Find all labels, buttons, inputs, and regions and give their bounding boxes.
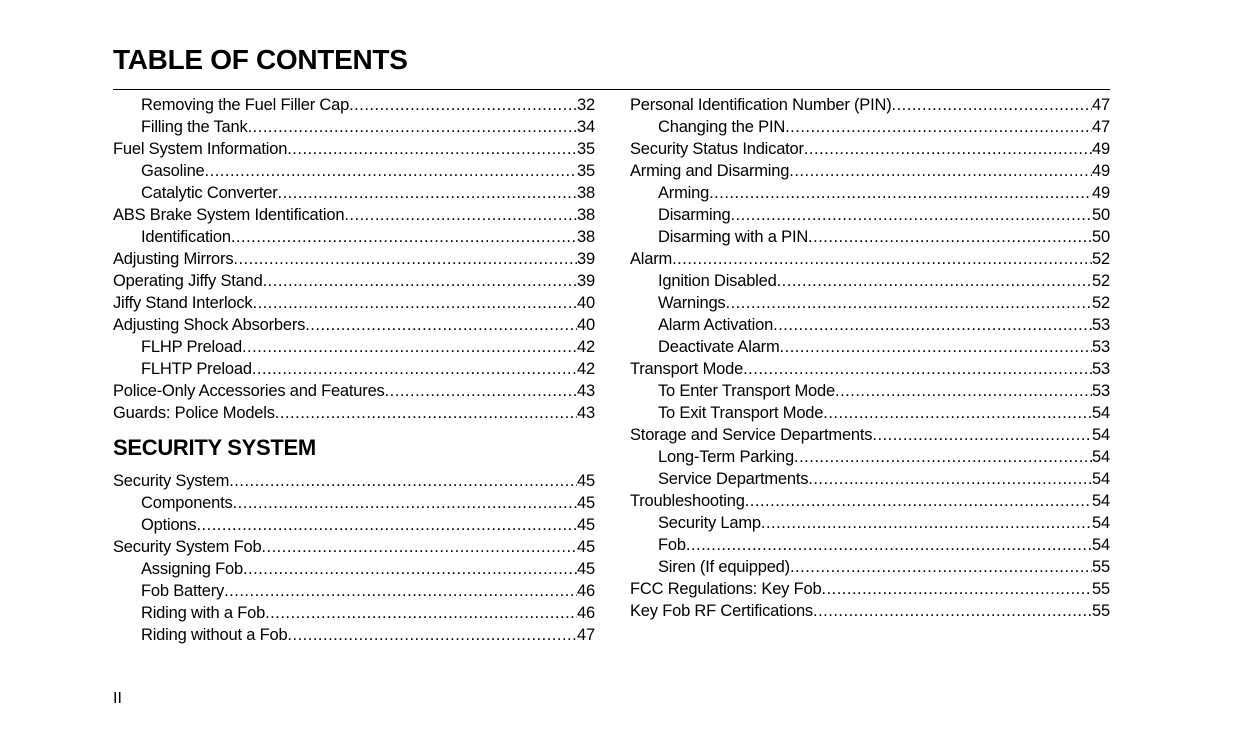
toc-entry-label: Alarm bbox=[630, 250, 673, 268]
toc-entry-page: 45 bbox=[577, 516, 595, 534]
toc-entry-page: 38 bbox=[577, 184, 595, 202]
title-divider bbox=[113, 89, 1110, 90]
toc-entry-page: 54 bbox=[1092, 448, 1110, 466]
toc-entry-label: Key Fob RF Certifications bbox=[630, 602, 813, 620]
toc-entry-label: Warnings bbox=[658, 294, 726, 312]
toc-entry-page: 42 bbox=[577, 338, 595, 356]
dot-leader bbox=[725, 292, 1092, 314]
toc-entry[interactable] bbox=[630, 534, 1110, 556]
toc-entry[interactable] bbox=[630, 512, 1110, 534]
toc-entry-page: 38 bbox=[577, 206, 595, 224]
toc-entry[interactable] bbox=[630, 468, 1110, 490]
toc-entry-page: 35 bbox=[577, 162, 595, 180]
toc-entry[interactable] bbox=[630, 600, 1110, 622]
dot-leader bbox=[261, 536, 577, 558]
toc-right-column bbox=[630, 94, 1110, 622]
toc-entry-label: Guards: Police Models bbox=[113, 404, 275, 422]
toc-entry[interactable] bbox=[113, 514, 595, 536]
toc-entry[interactable] bbox=[630, 160, 1110, 182]
toc-entry-page: 46 bbox=[577, 582, 595, 600]
dot-leader bbox=[231, 226, 577, 248]
dot-leader bbox=[224, 580, 577, 602]
toc-entry[interactable] bbox=[630, 446, 1110, 468]
page-number: II bbox=[113, 690, 122, 707]
toc-entry-page: 47 bbox=[1092, 96, 1110, 114]
toc-entry-label: Long-Term Parking bbox=[658, 448, 794, 466]
toc-entry-label: Police-Only Accessories and Features bbox=[113, 382, 385, 400]
toc-entry-page: 52 bbox=[1092, 294, 1110, 312]
toc-entry-label: FCC Regulations: Key Fob bbox=[630, 580, 822, 598]
toc-entry-page: 35 bbox=[577, 140, 595, 158]
dot-leader bbox=[229, 470, 577, 492]
dot-leader bbox=[252, 358, 577, 380]
toc-entry-label: Catalytic Converter bbox=[141, 184, 278, 202]
toc-entry-page: 46 bbox=[577, 604, 595, 622]
toc-entry-label: Riding with a Fob bbox=[141, 604, 266, 622]
toc-entry-page: 52 bbox=[1092, 250, 1110, 268]
toc-entry[interactable] bbox=[113, 580, 595, 602]
toc-entry-label: To Enter Transport Mode bbox=[658, 382, 835, 400]
toc-entry-page: 55 bbox=[1092, 558, 1110, 576]
toc-entry-label: Adjusting Shock Absorbers bbox=[113, 316, 306, 334]
dot-leader bbox=[205, 160, 578, 182]
toc-entry-label: To Exit Transport Mode bbox=[658, 404, 824, 422]
toc-entry-page: 43 bbox=[577, 404, 595, 422]
toc-entry-page: 54 bbox=[1092, 426, 1110, 444]
toc-entry-page: 43 bbox=[577, 382, 595, 400]
toc-entry[interactable] bbox=[630, 336, 1110, 358]
toc-entry-page: 54 bbox=[1092, 536, 1110, 554]
toc-entry[interactable] bbox=[630, 182, 1110, 204]
dot-leader bbox=[743, 358, 1092, 380]
section-heading: SECURITY SYSTEM bbox=[113, 435, 316, 460]
toc-entry-page: 49 bbox=[1092, 184, 1110, 202]
toc-entry-page: 45 bbox=[577, 538, 595, 556]
toc-entry-page: 53 bbox=[1092, 338, 1110, 356]
toc-entry-page: 54 bbox=[1092, 492, 1110, 510]
toc-entry-page: 40 bbox=[577, 294, 595, 312]
toc-entry[interactable] bbox=[113, 204, 595, 226]
toc-entry-page: 49 bbox=[1092, 140, 1110, 158]
dot-leader bbox=[835, 380, 1092, 402]
dot-leader bbox=[794, 446, 1092, 468]
dot-leader bbox=[686, 534, 1092, 556]
dot-leader bbox=[709, 182, 1092, 204]
toc-entry-label: Changing the PIN bbox=[658, 118, 786, 136]
toc-entry[interactable] bbox=[113, 358, 595, 380]
dot-leader bbox=[287, 138, 577, 160]
toc-entry[interactable] bbox=[113, 336, 595, 358]
dot-leader bbox=[804, 138, 1092, 160]
toc-entry-page: 52 bbox=[1092, 272, 1110, 290]
dot-leader bbox=[813, 600, 1092, 622]
toc-entry[interactable] bbox=[113, 160, 595, 182]
toc-entry-label: Removing the Fuel Filler Cap bbox=[141, 96, 350, 114]
toc-entry[interactable] bbox=[113, 492, 595, 514]
toc-entry[interactable] bbox=[113, 402, 595, 424]
toc-entry-page: 53 bbox=[1092, 382, 1110, 400]
dot-leader bbox=[780, 336, 1093, 358]
toc-entry[interactable] bbox=[630, 292, 1110, 314]
toc-entry[interactable] bbox=[113, 116, 595, 138]
toc-entry[interactable] bbox=[630, 556, 1110, 578]
toc-entry-label: Arming and Disarming bbox=[630, 162, 790, 180]
toc-entry[interactable] bbox=[630, 270, 1110, 292]
toc-entry-page: 38 bbox=[577, 228, 595, 246]
dot-leader bbox=[252, 292, 577, 314]
dot-leader bbox=[777, 270, 1092, 292]
dot-leader bbox=[233, 492, 577, 514]
dot-leader bbox=[808, 468, 1092, 490]
toc-entry[interactable] bbox=[630, 358, 1110, 380]
dot-leader bbox=[773, 314, 1092, 336]
toc-entry-page: 49 bbox=[1092, 162, 1110, 180]
toc-entry[interactable] bbox=[630, 424, 1110, 446]
dot-leader bbox=[349, 94, 577, 116]
dot-leader bbox=[265, 602, 577, 624]
toc-entry[interactable] bbox=[113, 558, 595, 580]
toc-entry-label: ABS Brake System Identification bbox=[113, 206, 345, 224]
toc-entry-page: 54 bbox=[1092, 404, 1110, 422]
toc-entry-label: Transport Mode bbox=[630, 360, 744, 378]
dot-leader bbox=[305, 314, 577, 336]
toc-entry-label: Alarm Activation bbox=[658, 316, 774, 334]
toc-entry-page: 45 bbox=[577, 472, 595, 490]
toc-entry-page: 42 bbox=[577, 360, 595, 378]
toc-entry[interactable] bbox=[113, 248, 595, 270]
toc-entry-label: Troubleshooting bbox=[630, 492, 745, 510]
dot-leader bbox=[789, 160, 1092, 182]
toc-entry[interactable] bbox=[630, 204, 1110, 226]
toc-entry-label: Security System Fob bbox=[113, 538, 262, 556]
toc-entry-label: Operating Jiffy Stand bbox=[113, 272, 263, 290]
toc-entry-label: Gasoline bbox=[141, 162, 205, 180]
dot-leader bbox=[745, 490, 1092, 512]
toc-left-column bbox=[113, 94, 595, 646]
toc-entry-label: Components bbox=[141, 494, 233, 512]
toc-entry[interactable] bbox=[113, 624, 595, 646]
toc-entry[interactable] bbox=[630, 578, 1110, 600]
toc-entry-label: FLHTP Preload bbox=[141, 360, 252, 378]
toc-entry-label: Security System bbox=[113, 472, 230, 490]
toc-entry[interactable] bbox=[630, 248, 1110, 270]
toc-entry-page: 50 bbox=[1092, 206, 1110, 224]
toc-entry-page: 40 bbox=[577, 316, 595, 334]
toc-entry-label: Disarming with a PIN bbox=[658, 228, 809, 246]
toc-entry[interactable] bbox=[113, 380, 595, 402]
dot-leader bbox=[242, 336, 577, 358]
dot-leader bbox=[287, 624, 577, 646]
toc-entry[interactable] bbox=[113, 602, 595, 624]
toc-entry-page: 53 bbox=[1092, 360, 1110, 378]
dot-leader bbox=[385, 380, 577, 402]
toc-entry[interactable] bbox=[630, 402, 1110, 424]
toc-entry[interactable] bbox=[630, 314, 1110, 336]
dot-leader bbox=[872, 424, 1092, 446]
toc-entry-page: 54 bbox=[1092, 514, 1110, 532]
toc-entry-label: Siren (If equipped) bbox=[658, 558, 790, 576]
toc-entry[interactable] bbox=[113, 292, 595, 314]
toc-entry-label: Security Status Indicator bbox=[630, 140, 804, 158]
toc-entry-page: 53 bbox=[1092, 316, 1110, 334]
dot-leader bbox=[233, 248, 577, 270]
dot-leader bbox=[278, 182, 578, 204]
page-title: TABLE OF CONTENTS bbox=[113, 44, 408, 75]
dot-leader bbox=[344, 204, 577, 226]
toc-entry-label: Jiffy Stand Interlock bbox=[113, 294, 253, 312]
toc-entry-page: 39 bbox=[577, 272, 595, 290]
dot-leader bbox=[672, 248, 1092, 270]
toc-entry-label: Fob Battery bbox=[141, 582, 225, 600]
toc-entry[interactable] bbox=[113, 470, 595, 492]
dot-leader bbox=[730, 204, 1092, 226]
toc-entry-label: Filling the Tank bbox=[141, 118, 248, 136]
dot-leader bbox=[785, 116, 1092, 138]
dot-leader bbox=[275, 402, 577, 424]
toc-entry-label: Personal Identification Number (PIN) bbox=[630, 96, 892, 114]
toc-entry-label: Ignition Disabled bbox=[658, 272, 777, 290]
toc-entry-label: FLHP Preload bbox=[141, 338, 242, 356]
toc-entry-label: Disarming bbox=[658, 206, 731, 224]
toc-entry[interactable] bbox=[630, 94, 1110, 116]
dot-leader bbox=[761, 512, 1092, 534]
toc-entry-page: 55 bbox=[1092, 602, 1110, 620]
toc-entry-page: 32 bbox=[577, 96, 595, 114]
toc-entry-label: Identification bbox=[141, 228, 231, 246]
dot-leader bbox=[823, 402, 1092, 424]
toc-entry[interactable] bbox=[113, 270, 595, 292]
toc-entry-label: Storage and Service Departments bbox=[630, 426, 873, 444]
toc-entry[interactable] bbox=[113, 182, 595, 204]
toc-entry-page: 47 bbox=[577, 626, 595, 644]
toc-entry[interactable] bbox=[113, 94, 595, 116]
toc-entry-page: 55 bbox=[1092, 580, 1110, 598]
toc-entry-page: 50 bbox=[1092, 228, 1110, 246]
toc-entry[interactable] bbox=[630, 490, 1110, 512]
dot-leader bbox=[790, 556, 1092, 578]
toc-entry[interactable] bbox=[113, 226, 595, 248]
toc-entry[interactable] bbox=[113, 536, 595, 558]
dot-leader bbox=[263, 270, 577, 292]
dot-leader bbox=[821, 578, 1092, 600]
toc-entry-page: 45 bbox=[577, 494, 595, 512]
toc-entry-label: Security Lamp bbox=[658, 514, 761, 532]
dot-leader bbox=[808, 226, 1092, 248]
toc-entry[interactable] bbox=[630, 116, 1110, 138]
toc-entry-label: Service Departments bbox=[658, 470, 809, 488]
dot-leader bbox=[196, 514, 577, 536]
dot-leader bbox=[892, 94, 1093, 116]
toc-entry-label: Fuel System Information bbox=[113, 140, 288, 158]
toc-entry-page: 45 bbox=[577, 560, 595, 578]
toc-entry-label: Riding without a Fob bbox=[141, 626, 288, 644]
toc-entry[interactable] bbox=[630, 226, 1110, 248]
toc-entry-page: 39 bbox=[577, 250, 595, 268]
toc-entry-page: 47 bbox=[1092, 118, 1110, 136]
toc-entry[interactable] bbox=[113, 314, 595, 336]
toc-entry[interactable] bbox=[630, 380, 1110, 402]
toc-entry[interactable] bbox=[630, 138, 1110, 160]
toc-entry-label: Fob bbox=[658, 536, 686, 554]
toc-entry-label: Arming bbox=[658, 184, 710, 202]
toc-entry[interactable] bbox=[113, 138, 595, 160]
toc-entry-label: Adjusting Mirrors bbox=[113, 250, 234, 268]
dot-leader bbox=[243, 558, 577, 580]
toc-entry-page: 34 bbox=[577, 118, 595, 136]
toc-entry-label: Deactivate Alarm bbox=[658, 338, 780, 356]
toc-entry-label: Assigning Fob bbox=[141, 560, 243, 578]
toc-entry-page: 54 bbox=[1092, 470, 1110, 488]
dot-leader bbox=[248, 116, 577, 138]
toc-entry-label: Options bbox=[141, 516, 197, 534]
